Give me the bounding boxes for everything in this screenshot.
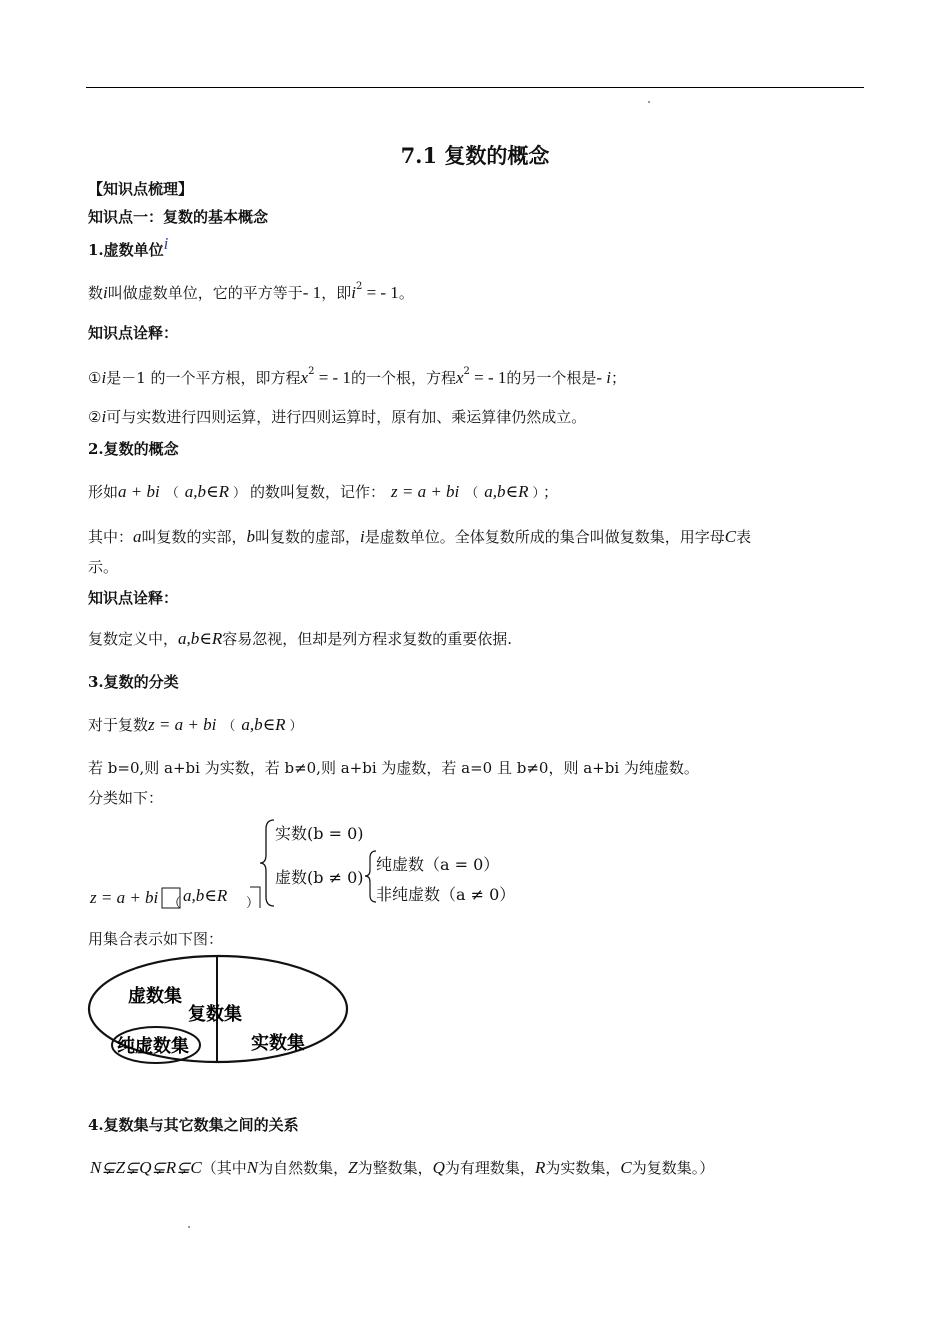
math-expr: z = a + bi bbox=[148, 715, 217, 734]
set-chain: N⊊Z⊊Q⊊R⊊C bbox=[90, 1158, 202, 1177]
math-expr: a + bi bbox=[118, 482, 160, 501]
text: 形如 bbox=[88, 483, 119, 501]
math-cond: a,b∈R bbox=[184, 482, 229, 501]
kp3-line3: 分类如下： bbox=[88, 789, 164, 807]
classification-diagram bbox=[88, 815, 548, 915]
math-cond: a,b∈R bbox=[178, 629, 223, 648]
math-z: Z bbox=[348, 1158, 358, 1177]
paren: ） bbox=[289, 719, 303, 734]
math-expr: z = a + bi bbox=[390, 482, 460, 501]
text: 可与实数进行四则运算，进行四则运算时，原有加、乘运算律仍然成立。 bbox=[106, 408, 587, 426]
kp1-note2 bbox=[88, 406, 586, 427]
classify-pure: 纯虚数（a = 0） bbox=[376, 855, 500, 874]
text: ① bbox=[88, 369, 102, 387]
kp1-sub1 bbox=[88, 234, 168, 260]
kp1-note1 bbox=[88, 366, 626, 388]
math-a: a bbox=[133, 527, 142, 546]
kp2-line2 bbox=[88, 526, 751, 547]
text: 的一个根，方程 bbox=[350, 369, 456, 387]
text: 为实数集， bbox=[545, 1159, 621, 1177]
paren: ） bbox=[232, 486, 246, 501]
kp1-heading: 知识点一：复数的基本概念 bbox=[88, 208, 269, 226]
math-i: i bbox=[101, 368, 107, 387]
classify-nonpure: 非纯虚数（a ≠ 0） bbox=[376, 885, 516, 904]
math-x: x bbox=[455, 368, 464, 387]
imag-set-label: 虚数集 bbox=[128, 986, 182, 1007]
text: ② bbox=[88, 408, 102, 426]
text: 容易忽视，但却是列方程求复数的重要依据. bbox=[222, 630, 513, 648]
text: 其中： bbox=[88, 528, 134, 546]
venn-svg bbox=[86, 953, 356, 1068]
paren: （ bbox=[465, 486, 479, 501]
kp4-label: 4.复数集与其它数集之间的关系 bbox=[88, 1116, 299, 1134]
section-heading: 【知识点梳理】 bbox=[88, 180, 194, 198]
text: 为有理数集， bbox=[444, 1159, 535, 1177]
math-i: i bbox=[101, 407, 107, 426]
text: 叫复数的虚部， bbox=[255, 528, 361, 546]
text: 叫做虚数单位，它的平方等于 bbox=[107, 284, 303, 302]
kp3-line1 bbox=[88, 714, 307, 735]
text: 为整数集， bbox=[357, 1159, 433, 1177]
paren: （ bbox=[168, 896, 182, 911]
text: 对于复数 bbox=[88, 716, 149, 734]
kp1-note-label: 知识点诠释： bbox=[88, 324, 179, 342]
paren: （ bbox=[222, 719, 236, 734]
text: 复数定义中， bbox=[88, 630, 179, 648]
text: 的另一个根是 bbox=[506, 369, 597, 387]
classify-real: 实数(b = 0) bbox=[275, 824, 364, 843]
math-eq: = - 1 bbox=[362, 283, 399, 302]
kp2-note1 bbox=[88, 628, 512, 649]
text: （其中 bbox=[201, 1159, 247, 1177]
math-cond: a,b∈R bbox=[241, 715, 286, 734]
kp2-line3: 示。 bbox=[88, 558, 119, 576]
math-neg-i: - i bbox=[596, 368, 612, 387]
math-cond: a,b∈R bbox=[484, 482, 529, 501]
venn-intro: 用集合表示如下图： bbox=[88, 930, 224, 948]
kp3-label: 3.复数的分类 bbox=[88, 673, 179, 691]
superscript: 2 bbox=[463, 366, 470, 377]
classify-cond: a,b∈R bbox=[183, 886, 228, 905]
text: 。 bbox=[398, 284, 414, 302]
math-i: i bbox=[351, 283, 356, 302]
kp3-line2: 若 b=0,则 a+bi 为实数，若 b≠0,则 a+bi 为虚数，若 a=0 且 b≠0，则 a+bi 为纯虚数。 bbox=[88, 759, 699, 777]
superscript: 2 bbox=[308, 366, 315, 377]
superscript: 2 bbox=[355, 281, 363, 292]
math-neg-one: - 1 bbox=[302, 283, 322, 302]
text: 叫复数的实部， bbox=[141, 528, 247, 546]
text: 的数叫复数，记作： bbox=[249, 483, 385, 501]
math-q: Q bbox=[432, 1158, 445, 1177]
math-i: i bbox=[103, 283, 108, 302]
big-brace bbox=[260, 820, 274, 906]
paren: ） bbox=[246, 896, 260, 911]
math-b: b bbox=[246, 527, 256, 546]
text: 表 bbox=[736, 528, 752, 546]
text: 为自然数集， bbox=[258, 1159, 349, 1177]
text: 为复数集。） bbox=[631, 1159, 715, 1177]
math-n: N bbox=[246, 1158, 259, 1177]
text: 是－1 的一个平方根，即方程 bbox=[106, 369, 301, 387]
kp1-line1 bbox=[88, 281, 414, 303]
math-eq: = - 1 bbox=[314, 368, 351, 387]
complex-set-label: 复数集 bbox=[188, 1004, 242, 1025]
pure-set-label: 纯虚数集 bbox=[117, 1036, 189, 1057]
text: ，即 bbox=[321, 284, 352, 302]
text: ； bbox=[611, 369, 627, 387]
stray-dot bbox=[188, 1226, 190, 1228]
math-eq: = - 1 bbox=[469, 368, 507, 387]
text: 数 bbox=[88, 284, 104, 302]
paren: ） bbox=[532, 486, 540, 501]
kp2-line1 bbox=[88, 481, 558, 502]
math-x: x bbox=[300, 368, 309, 387]
math-c: C bbox=[724, 527, 737, 546]
math-c: C bbox=[620, 1158, 632, 1177]
header-rule bbox=[86, 87, 864, 88]
classify-left: z = a + bi bbox=[90, 888, 159, 907]
imag-unit-symbol: i bbox=[163, 234, 169, 253]
kp2-note-label: 知识点诠释： bbox=[88, 589, 179, 607]
math-i: i bbox=[360, 527, 365, 546]
math-r: R bbox=[534, 1158, 546, 1177]
page-title: 7.1 复数的概念 bbox=[400, 143, 550, 168]
kp2-label: 2.复数的概念 bbox=[88, 440, 179, 458]
kp4-line1 bbox=[90, 1157, 714, 1178]
stray-dot bbox=[648, 101, 650, 103]
venn-diagram bbox=[86, 953, 356, 1072]
real-set-label: 实数集 bbox=[251, 1033, 305, 1054]
text: 是虚数单位。全体复数所成的集合叫做复数集，用字母 bbox=[364, 528, 725, 546]
classify-imag: 虚数(b ≠ 0) bbox=[275, 868, 364, 887]
kp1-sub1-label: 1.虚数单位 bbox=[88, 241, 164, 259]
paren: （ bbox=[165, 486, 179, 501]
text: ； bbox=[543, 483, 559, 501]
small-brace bbox=[365, 851, 376, 902]
